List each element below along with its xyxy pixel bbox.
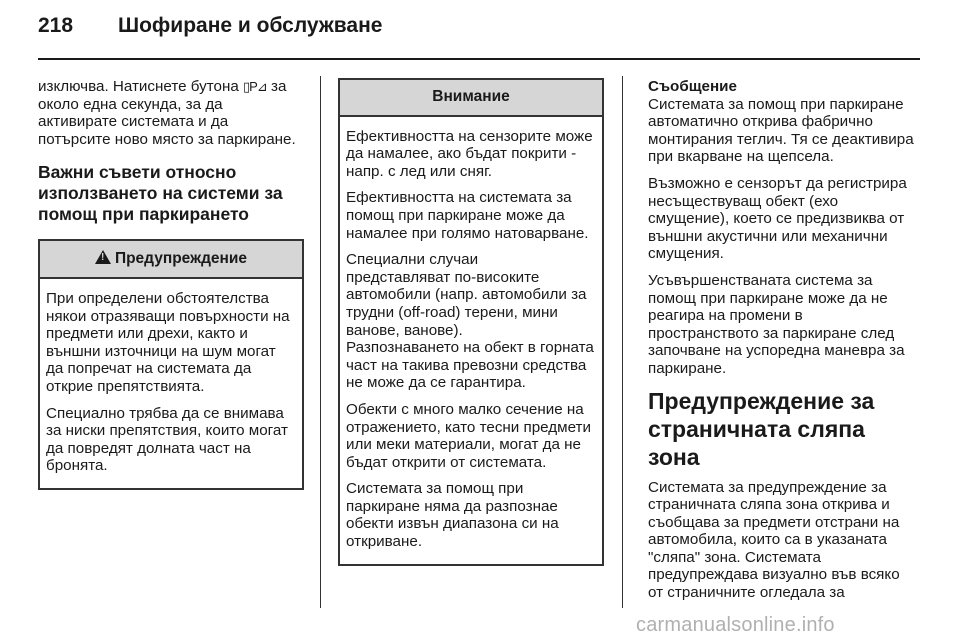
column-divider-1 — [320, 76, 321, 608]
page-header — [38, 14, 920, 54]
warning-triangle-icon: ! — [95, 250, 111, 264]
body-paragraph: Възможно е сензорът да регистрира несъществуващ обект (ехо смущение), което се предизвиква от външни акустични или механични смущения. — [648, 174, 907, 263]
section-heading-blind-spot: Предупреждение за страничната сляпа зона — [648, 387, 875, 470]
page-title: Шофиране и обслужване — [118, 14, 383, 37]
warning-box — [38, 239, 304, 490]
note-paragraph: Системата за помощ при паркиране автоматично открива фабрично монтирания теглич. Тя се деактивира при вкарване на щепсела. — [648, 95, 914, 166]
caution-box — [338, 78, 604, 566]
parking-sensor-icon: ▯P⊿ — [243, 79, 267, 94]
section-heading-tips: Важни съвети относно използването на системи за помощ при паркирането — [38, 162, 283, 225]
caution-box-body — [340, 117, 602, 564]
column-divider-2 — [622, 76, 623, 608]
watermark: carmanualsonline.info — [636, 614, 835, 636]
warning-box-body — [40, 279, 302, 488]
column-1 — [38, 78, 304, 490]
body-paragraph: Усъвършенстваната система за помощ при паркиране може да не реагира на промени в пространството за паркиране след започване на успоредна маневра за паркиране. — [648, 271, 905, 377]
warning-box-title: ! Предупреждение — [40, 241, 302, 279]
warning-paragraph: Специално трябва да се внимава за ниски препятствия, които могат да повредят долната част на бронята. — [46, 404, 288, 475]
caution-paragraph: Ефективността на системата за помощ при паркиране може да намалее при голямо натоварване. — [346, 189, 589, 242]
caution-paragraph: Ефективността на сензорите може да намалее, ако бъдат покрити - напр. с лед или сняг. — [346, 127, 593, 180]
caution-paragraph: Системата за помощ при паркиране няма да разпознае обекти извън диапазона си на откриване. — [346, 480, 559, 551]
header-divider — [38, 58, 920, 60]
warning-paragraph: При определени обстоятелства някои отразяващи повърхности на предмети или дрехи, както и външни източници на шум могат да попречат на системата да открие препятствията. — [46, 289, 290, 395]
page-number: 218 — [38, 14, 74, 37]
column-2 — [338, 78, 604, 566]
caution-paragraph: Специални случаи — [346, 251, 479, 269]
body-paragraph: Системата за предупреждение за страничната сляпа зона открива и съобщава за предмети отстрани на автомобила, които са в указаната "сляпа" зона. Системата предупреждава визуално във всяко от страничните огледала за — [648, 478, 900, 602]
note-title: Съобщение — [648, 78, 737, 95]
caution-paragraph: представляват по-високите автомобили (напр. автомобили за трудни (off-road) терени, мини ванове, ванове). — [346, 268, 587, 339]
caution-paragraph: Обекти с много малко сечение на отражението, като тесни предмети или меки материали, могат да не бъдат открити от системата. — [346, 400, 591, 471]
caution-paragraph: Разпознаването на обект в горната част на такива превозни средства не може да се гарантира. — [346, 339, 594, 392]
caution-box-title: Внимание — [340, 80, 602, 117]
intro-paragraph: изключва. Натиснете бутона ▯P⊿ за около една секунда, за да активирате системата и да потърсите ново място за паркиране. — [38, 78, 296, 148]
column-3 — [648, 78, 914, 611]
